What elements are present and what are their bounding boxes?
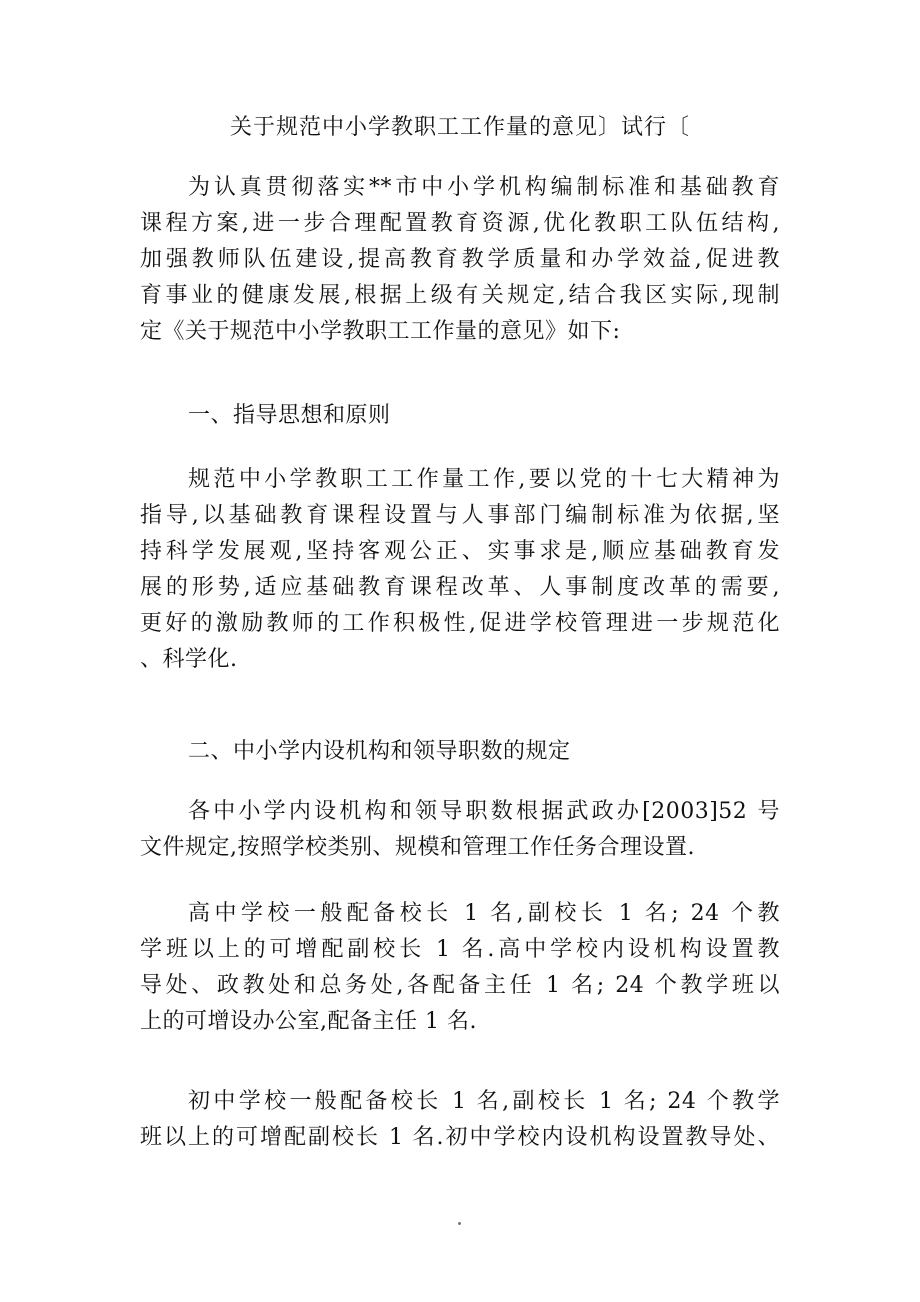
document-title: 关于规范中小学教职工工作量的意见〕试行〔 <box>229 115 690 140</box>
text-line: 上的可增设办公室,配备主任 1 名. <box>140 1009 477 1034</box>
paragraph-preamble <box>140 170 780 350</box>
text-line: 指导,以基础教育课程设置与人事部门编制标准为依据,坚 <box>140 503 780 528</box>
paragraph-guiding-principles <box>140 462 780 678</box>
section-heading-2 <box>140 734 780 770</box>
heading-text: 二、中小学内设机构和领导职数的规定 <box>188 739 571 764</box>
text-line: 文件规定,按照学校类别、规模和管理工作任务合理设置. <box>140 835 695 860</box>
text-line: 持科学发展观,坚持客观公正、实事求是,顺应基础教育发 <box>140 539 780 564</box>
text-line: 高中学校一般配备校长 1 名,副校长 1 名; 24 个教 <box>188 901 780 926</box>
text-line: 初中学校一般配备校长 1 名,副校长 1 名; 24 个教学 <box>188 1089 780 1114</box>
text-line: 加强教师队伍建设,提高教育教学质量和办学效益,促进教 <box>140 247 780 272</box>
paragraph-junior-high <box>140 1084 780 1156</box>
text-line: 班以上的可增配副校长 1 名.初中学校内设机构设置教导处、 <box>140 1125 780 1150</box>
text-line: 定《关于规范中小学教职工工作量的意见》如下: <box>140 319 621 344</box>
paragraph-senior-high <box>140 896 780 1040</box>
text-line: 学班以上的可增配副校长 1 名.高中学校内设机构设置教 <box>140 937 780 962</box>
text-line: 导处、政教处和总务处,各配备主任 1 名; 24 个教学班以 <box>140 973 780 998</box>
page-footer-mark <box>458 1222 461 1225</box>
heading-text: 一、指导思想和原则 <box>188 403 391 428</box>
text-line: 为认真贯彻落实**市中小学机构编制标准和基础教育 <box>188 175 780 200</box>
text-line: 各中小学内设机构和领导职数根据武政办[2003]52 号 <box>188 799 780 824</box>
text-line: 育事业的健康发展,根据上级有关规定,结合我区实际,现制 <box>140 283 780 308</box>
section-heading-1 <box>140 398 780 434</box>
text-line: 课程方案,进一步合理配置教育资源,优化教职工队伍结构, <box>140 211 780 236</box>
paragraph-institution-settings <box>140 794 780 866</box>
text-line: 更好的激励教师的工作积极性,促进学校管理进一步规范化 <box>140 611 780 636</box>
text-line: 展的形势,适应基础教育课程改革、人事制度改革的需要, <box>140 575 780 600</box>
text-line: 、科学化. <box>140 647 238 672</box>
text-line: 规范中小学教职工工作量工作,要以党的十七大精神为 <box>188 467 780 492</box>
